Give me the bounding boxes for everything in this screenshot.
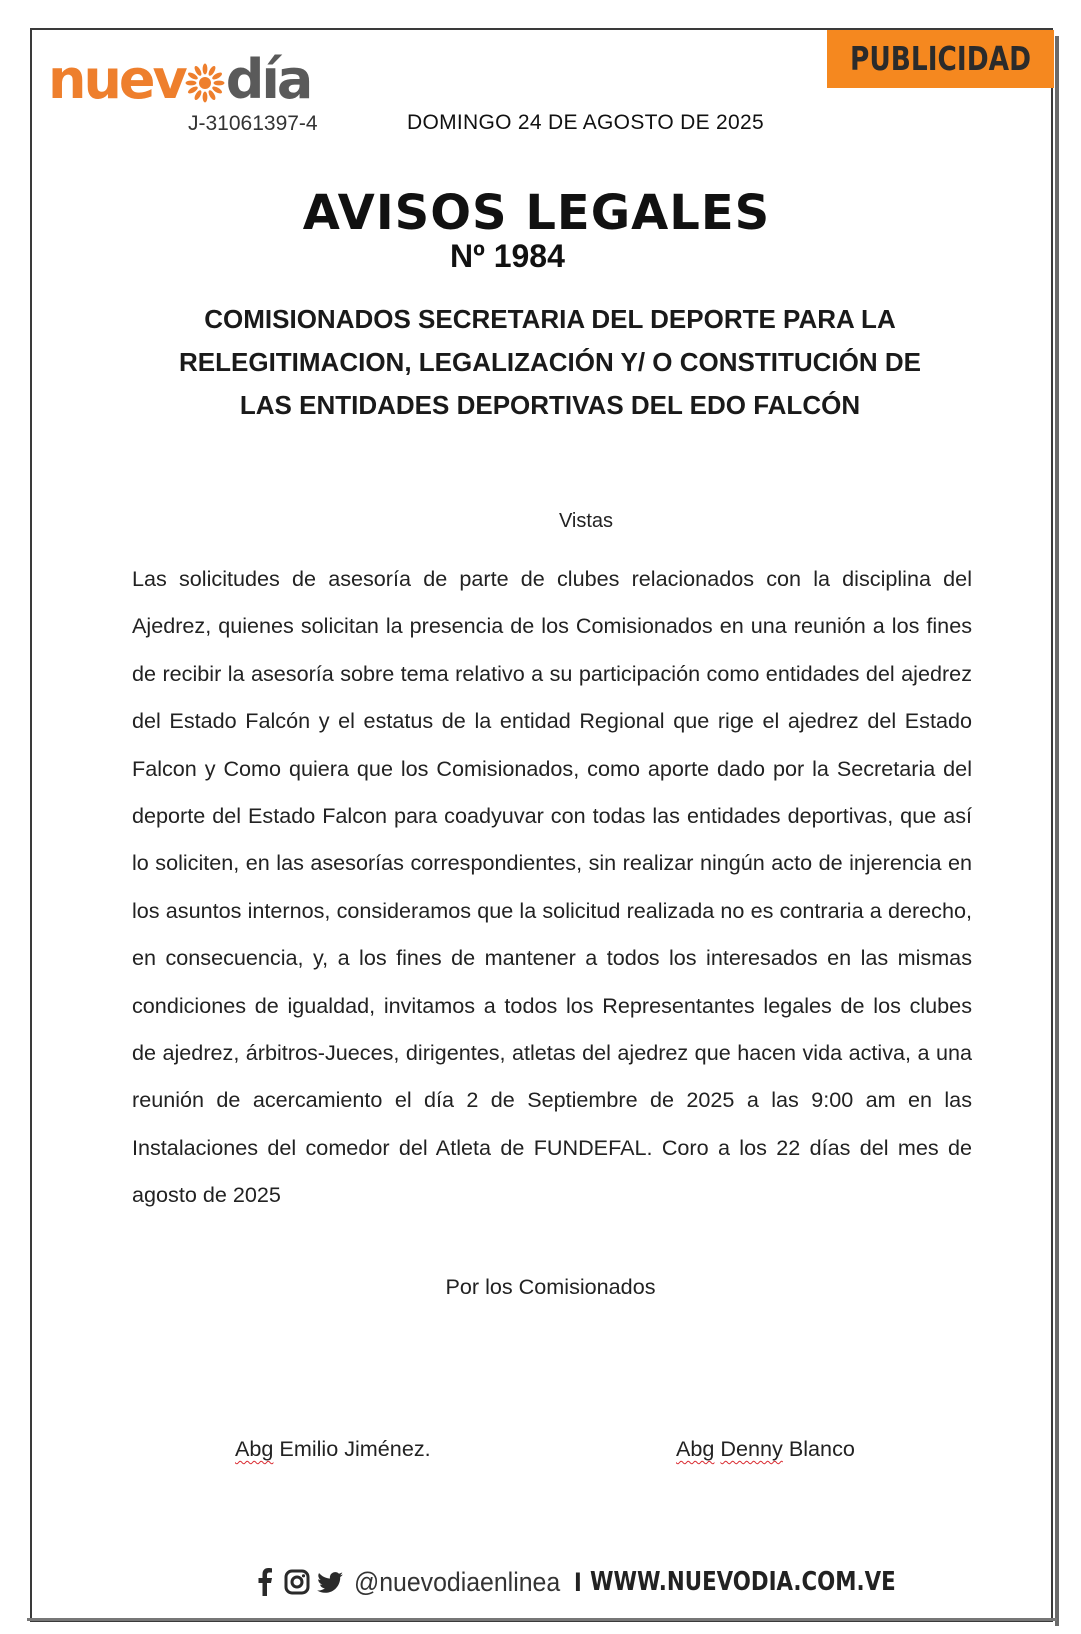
- signer-1: [235, 1436, 431, 1462]
- publicidad-tag: [827, 30, 1054, 88]
- issue-date: DOMINGO 24 DE AGOSTO DE 2025: [407, 111, 764, 134]
- notice-subject: COMISIONADOS SECRETARIA DEL DEPORTE PARA LA RELEGITIMACION, LEGALIZACIÓN Y/ O CONSTITUCIÓN DE LAS ENTIDADES DEPORTIVAS DEL EDO FALCÓN: [179, 304, 921, 420]
- signer-2-last: Blanco: [788, 1436, 855, 1461]
- twitter-icon[interactable]: [316, 1568, 344, 1596]
- signer-2: [676, 1436, 855, 1462]
- logo-text-left: nuev: [48, 48, 185, 111]
- footer-separator: I: [574, 1566, 582, 1597]
- notice-body: Las solicitudes de asesoría de parte de clubes relacionados con la disciplina del Ajedrez, quienes solicitan la presencia de los Comisionados en una reunión a los fines de recibir la asesoría sobre tema relativo a su participación como entidades del ajedrez del Estado Falcón y el estatus de la entidad Regional que rige el ajedrez del Estado Falcon y Como quiera que los Comisionados, como aporte dado por la Secretaria del deporte del Estado Falcon para coadyuvar con todas las entidades deportivas, que así lo soliciten, en las asesorías correspondientes, sin realizar ningún acto de injerencia en los asuntos internos, consideramos que la solicitud realizada no es contraria a derecho, en consecuencia, y, a los fines de mantener a todos los interesados en las mismas condiciones de igualdad, invitamos a todos los Representantes legales de los clubes de ajedrez, árbitros-Jueces, dirigentes, atletas del ajedrez que hacen vida activa, a una reunión de acercamiento el día 2 de Septiembre de 2025 a las 9:00 am en las Instalaciones del comedor del Atleta de FUNDEFAL. Coro a los 22 días del mes de agosto de 2025: [132, 566, 972, 1208]
- instagram-icon[interactable]: [284, 1568, 310, 1596]
- logo-lockup: [48, 50, 310, 110]
- footer: [252, 1564, 962, 1600]
- publicidad-label: PUBLICIDAD: [849, 39, 1031, 78]
- section-title: [0, 185, 1081, 241]
- section-title-text: AVISOS LEGALES: [302, 185, 771, 241]
- closing-line: Por los Comisionados: [445, 1274, 656, 1299]
- vistas-heading: Vistas: [558, 510, 614, 532]
- company-rif: J-31061397-4: [188, 112, 318, 135]
- logo-text-right: día: [225, 48, 311, 111]
- notice-number: Nº 1984: [450, 238, 565, 274]
- sun-icon: [183, 61, 227, 105]
- social-handle[interactable]: @nuevodiaenlinea: [354, 1566, 561, 1597]
- website-link[interactable]: WWW.NUEVODIA.COM.VE: [589, 1567, 896, 1597]
- signer-2-first: Denny: [720, 1436, 783, 1461]
- signer-1-name: Emilio Jiménez.: [279, 1436, 431, 1461]
- signer-1-title: Abg: [235, 1436, 274, 1461]
- facebook-icon[interactable]: [252, 1568, 278, 1596]
- page-bottom-edge: [27, 1618, 1057, 1621]
- signer-2-title: Abg: [676, 1436, 715, 1461]
